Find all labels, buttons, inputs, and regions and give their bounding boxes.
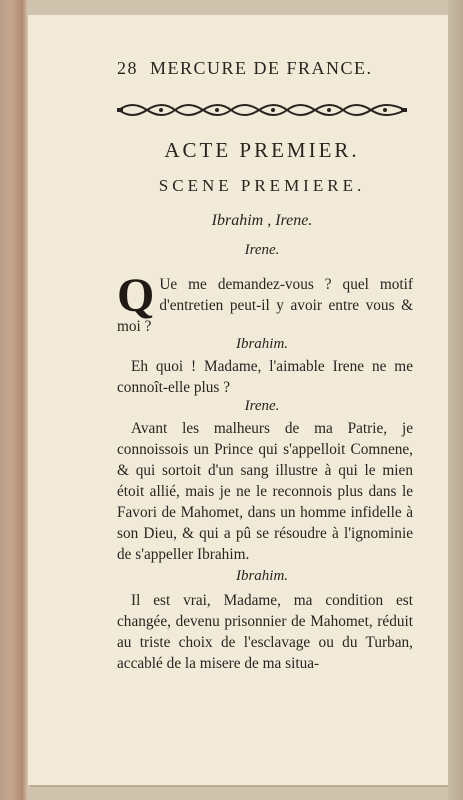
page-number: 28 [117,58,138,78]
book-page-edge [0,0,28,800]
running-header [117,58,407,79]
drop-capital: Q [117,269,155,322]
act-title: ACTE PREMIER. [164,138,360,162]
speaker-label: Ibrahim. [235,568,289,584]
ornament-band-icon [117,100,407,120]
page-shadow [448,0,463,800]
speaker-label: Ibrahim. [235,336,289,352]
speech-text: Ue me demandez-vous ? quel motif d'entretien peut-il y avoir entre vous & moi ? [117,276,413,335]
speech-paragraph: Avant les malheurs de ma Patrie, je connoissois un Prince qui s'appelloit Comnene, & qui sortoit d'un sang illustre à qui le mien étoit allié, mais je ne le reconnois plus dans le Favori de Mahomet, dans un homme infidelle à son Dieu, & qui a pû se résoudre à l'ignominie de s'appeller Ibrahim. [117,420,413,563]
speech-paragraph: Il est vrai, Madame, ma condition est changée, devenu prisonnier de Mahomet, réduit au triste choix de l'esclavage ou du Turban, accablé de la misere de ma situa- [117,592,413,672]
speaker-label: Irene. [244,242,280,258]
scene-title: SCENE PREMIERE. [158,176,366,195]
speaker-label: Irene. [244,398,280,414]
cast-list: Ibrahim , Irene. [211,212,313,229]
speech-paragraph: Eh quoi ! Madame, l'aimable Irene ne me connoît-elle plus ? [117,358,413,396]
running-title: MERCURE DE FRANCE. [150,58,373,78]
speech-paragraph [117,269,413,337]
